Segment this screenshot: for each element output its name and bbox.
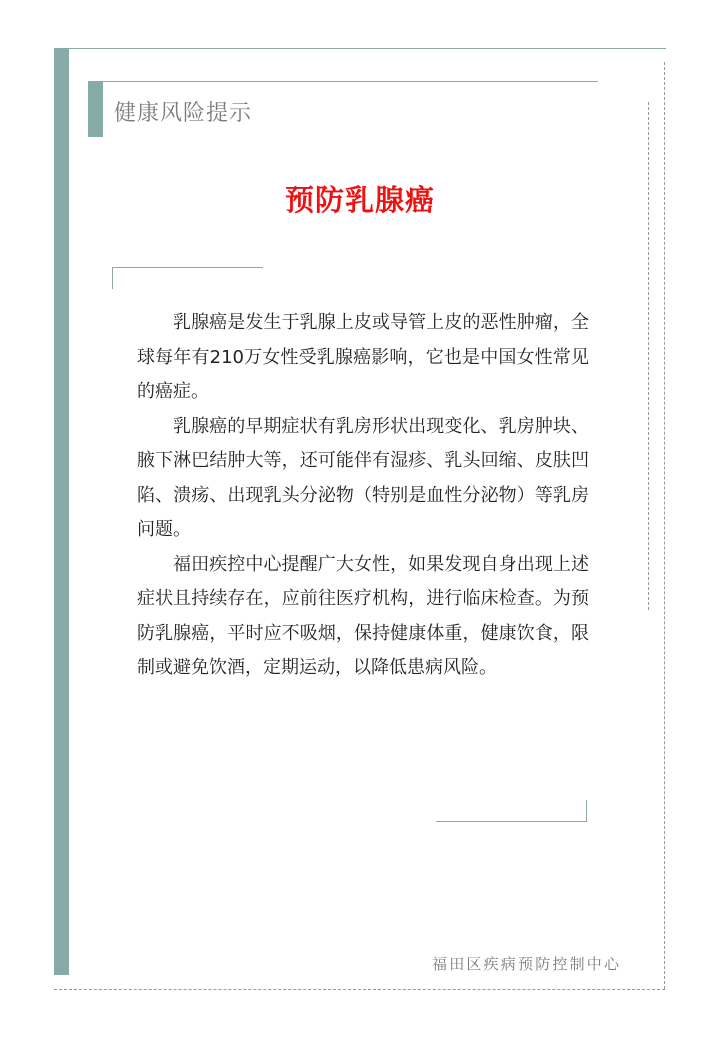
bracket-bottom-right-horizontal <box>436 821 587 822</box>
article-title: 预防乳腺癌 <box>284 183 435 217</box>
frame-top-line <box>54 48 666 49</box>
article-body <box>137 306 589 686</box>
paragraph-2: 乳腺癌的早期症状有乳房形状出现变化、乳房肿块、腋下淋巴结肿大等，还可能伴有湿疹、乳头回缩、皮肤凹陷、溃疡、出现乳头分泌物（特别是血性分泌物）等乳房问题。 <box>137 415 589 540</box>
paragraph-1: 乳腺癌是发生于乳腺上皮或导管上皮的恶性肿瘤，全球每年有210万女性受乳腺癌影响，它也是中国女性常见的癌症。 <box>137 312 589 402</box>
header-accent-bar <box>88 81 103 137</box>
bracket-top-left-vertical <box>112 267 113 289</box>
frame-bottom-dashed-line <box>54 989 665 990</box>
bracket-bottom-right-vertical <box>586 800 587 822</box>
section-label: 健康风险提示 <box>114 101 253 126</box>
header-top-line <box>88 81 598 82</box>
paragraph-3: 福田疾控中心提醒广大女性，如果发现自身出现上述症状且持续存在，应前往医疗机构，进行临床检查。为预防乳腺癌，平时应不吸烟，保持健康体重，健康饮食，限制或避免饮酒，定期运动，以降低患病风险。 <box>137 553 589 678</box>
bracket-top-left-horizontal <box>112 267 263 268</box>
footer-organization: 福田区疾病预防控制中心 <box>432 955 622 973</box>
